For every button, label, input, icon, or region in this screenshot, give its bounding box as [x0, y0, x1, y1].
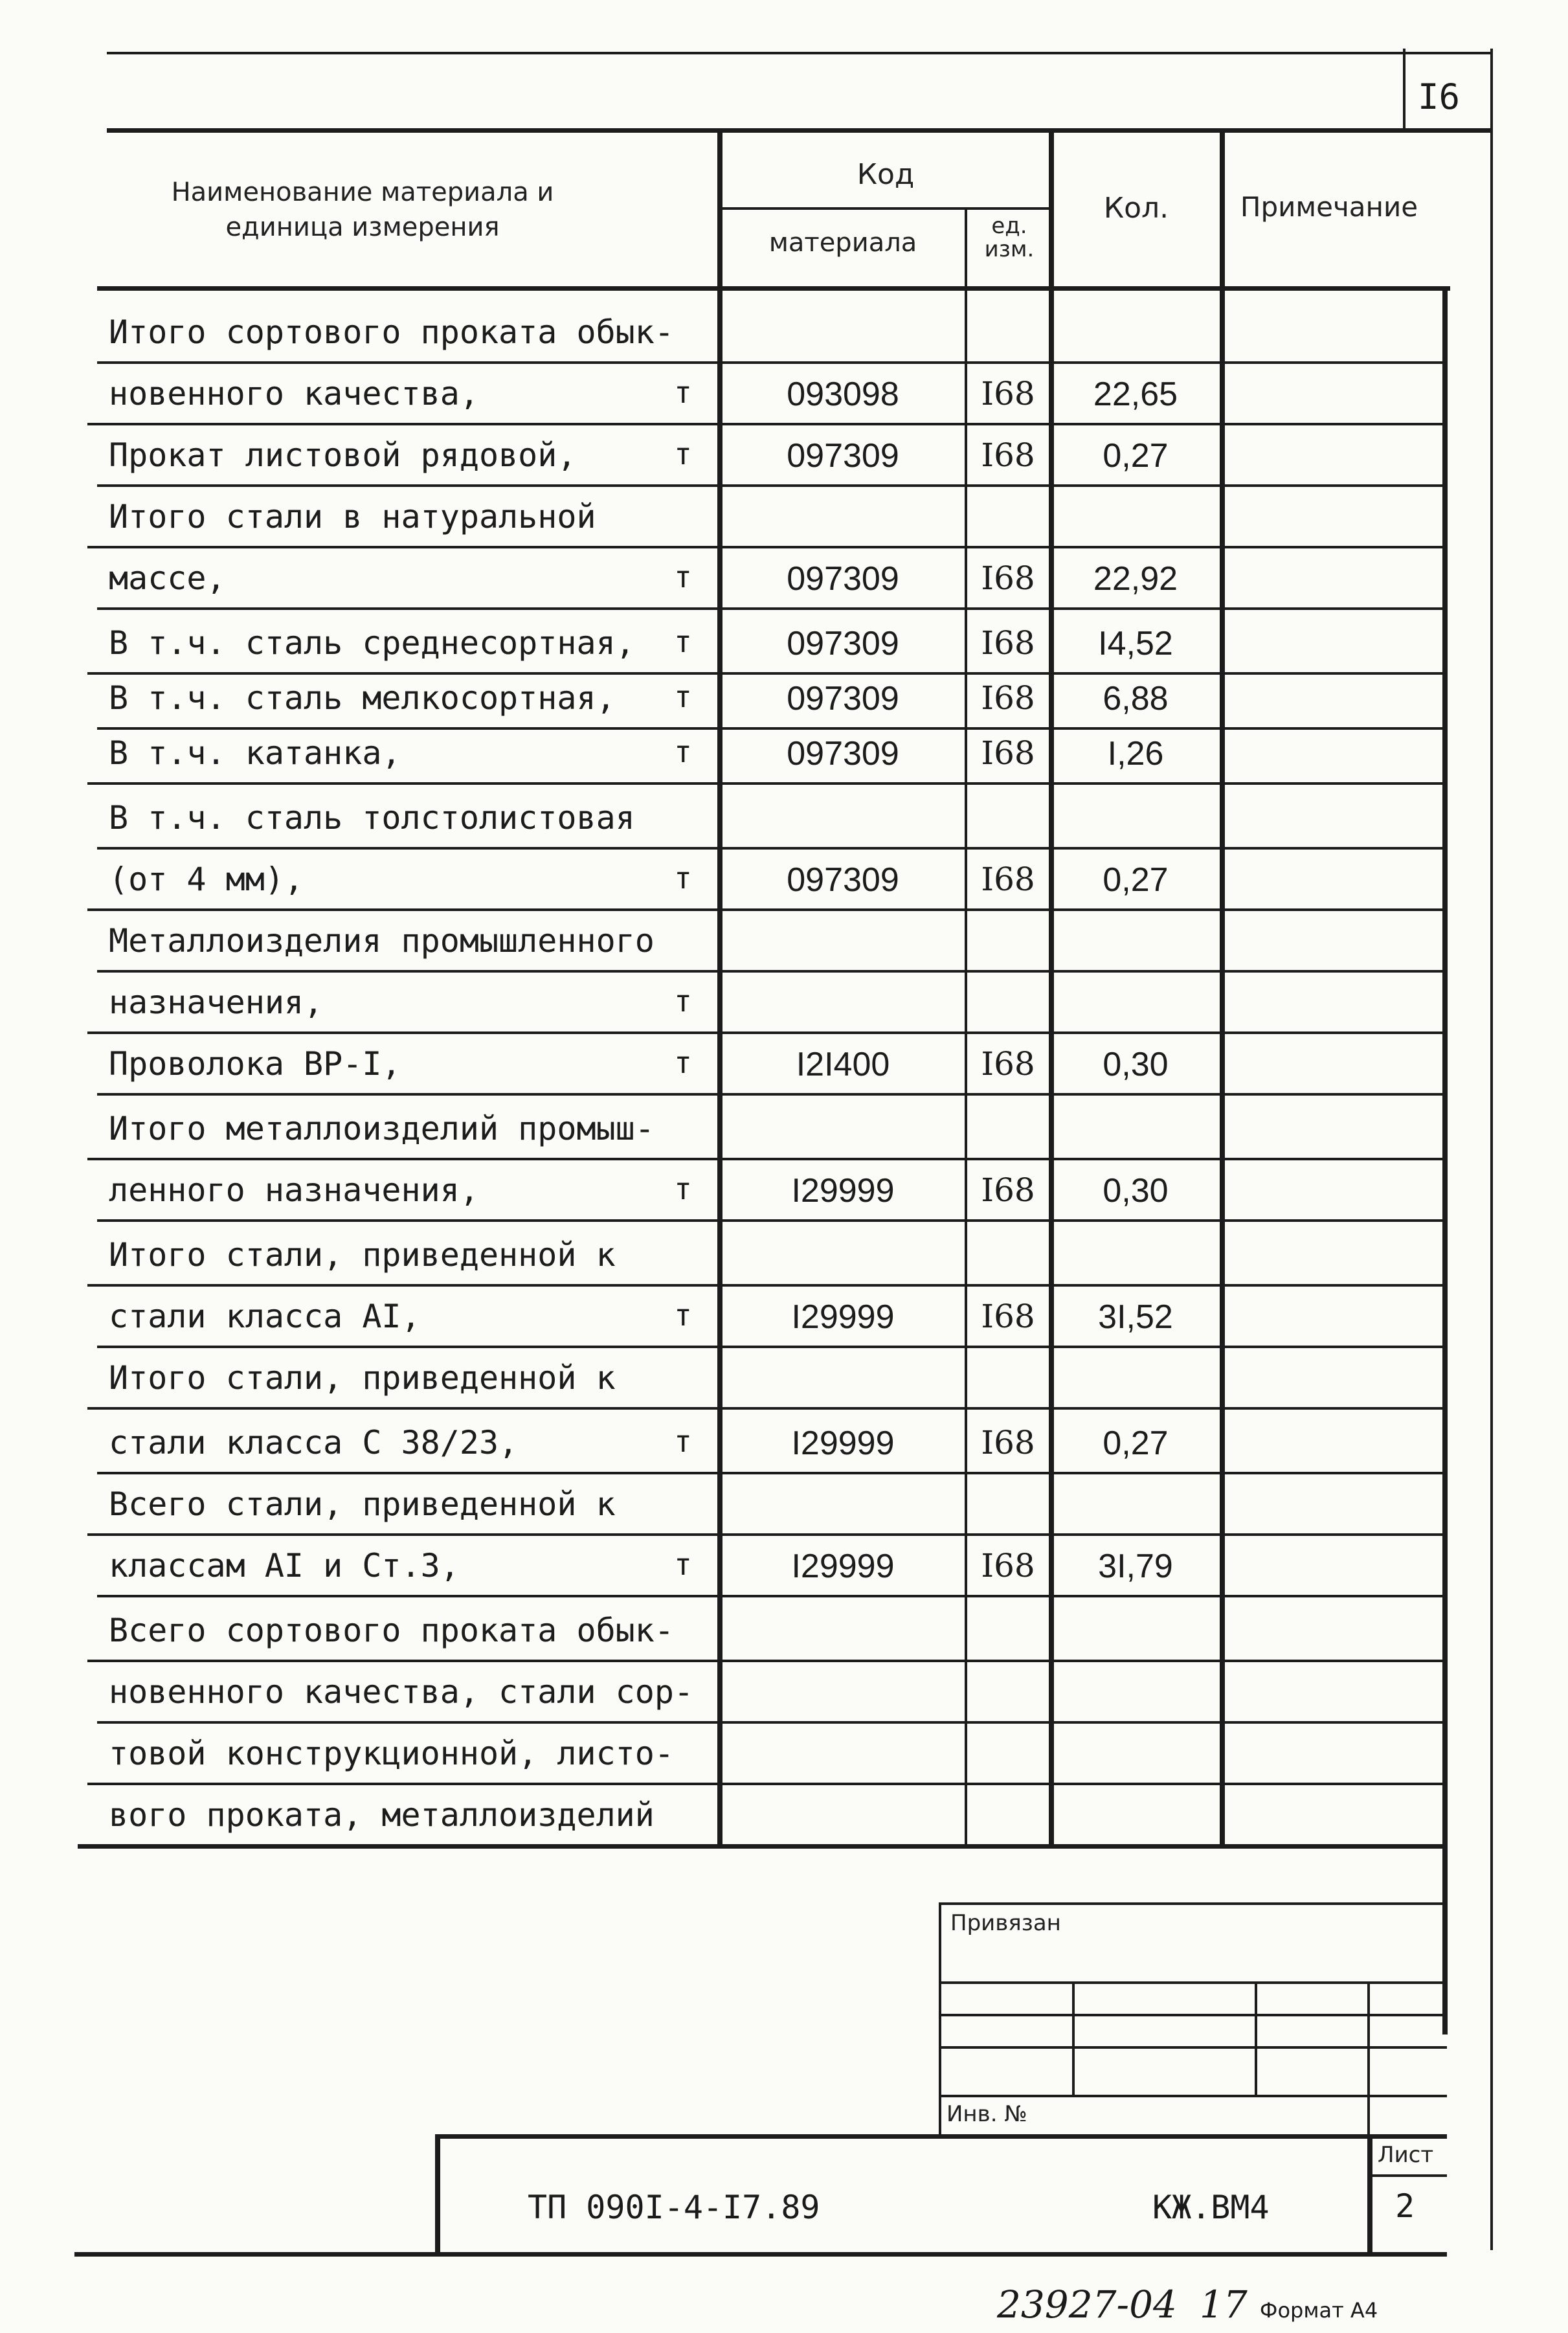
row-name: В т.ч. катанка,	[109, 734, 401, 772]
row-unit-code: I68	[981, 624, 1035, 662]
row-material-code: 097309	[787, 560, 899, 598]
row-quantity: 0,30	[1103, 1172, 1169, 1210]
row-material-code: 093098	[787, 376, 899, 413]
row-unit-code: I68	[981, 679, 1035, 717]
row-quantity: 0,30	[1103, 1046, 1169, 1083]
page-number: I6	[1418, 76, 1461, 117]
row-unit: т	[674, 1547, 692, 1582]
header-note: Примечание	[1240, 191, 1418, 223]
row-quantity: 22,65	[1093, 376, 1178, 413]
row-name: ленного назначения,	[109, 1171, 479, 1209]
header-qty: Кол.	[1103, 192, 1169, 225]
row-unit: т	[674, 624, 692, 659]
row-unit: т	[674, 436, 692, 471]
row-material-code: 097309	[787, 437, 899, 475]
row-unit-code: I68	[981, 436, 1035, 474]
stamp-attached-label: Привязан	[950, 1910, 1061, 1936]
header-name-column: Наименование материала и единица измерения	[171, 177, 554, 242]
archive-footer	[997, 2282, 1378, 2327]
row-quantity: 3I,52	[1098, 1298, 1173, 1336]
archive-sheet: 17	[1200, 2282, 1248, 2327]
row-unit: т	[674, 1424, 692, 1459]
row-name: В т.ч. сталь среднесортная,	[109, 624, 635, 662]
row-unit: т	[674, 984, 692, 1019]
row-name: Итого металлоизделий промыш-	[109, 1110, 655, 1147]
row-unit: т	[674, 559, 692, 594]
row-unit: т	[674, 1045, 692, 1080]
row-unit-code: I68	[981, 734, 1035, 772]
header-code-unit: ед. изм.	[984, 213, 1035, 262]
row-unit: т	[674, 734, 692, 769]
row-name: товой конструкционной, листо-	[109, 1735, 674, 1772]
row-name: Итого стали в натуральной	[109, 498, 596, 535]
row-unit: т	[674, 861, 692, 896]
row-quantity: I,26	[1107, 735, 1164, 772]
row-name: стали класса АI,	[109, 1298, 421, 1335]
row-quantity: 0,27	[1103, 437, 1169, 475]
stamp-sheet-number: 2	[1395, 2187, 1415, 2225]
archive-number: 23927-04	[997, 2282, 1177, 2327]
row-name: стали класса С 38/23,	[109, 1424, 519, 1461]
row-material-code: I29999	[791, 1425, 895, 1462]
stamp-document-mark: КЖ.ВМ4	[1152, 2189, 1270, 2226]
row-unit: т	[674, 375, 692, 410]
row-name: Итого стали, приведенной к	[109, 1359, 616, 1397]
row-unit-code: I68	[981, 1171, 1035, 1209]
row-name: новенного качества, стали сор-	[109, 1673, 694, 1711]
row-name: новенного качества,	[109, 375, 479, 412]
row-name: Всего стали, приведенной к	[109, 1485, 616, 1523]
row-name: (от 4 мм),	[109, 861, 304, 898]
row-name: Прокат листовой рядовой,	[109, 436, 577, 474]
row-quantity: 3I,79	[1098, 1548, 1173, 1585]
row-material-code: 097309	[787, 861, 899, 899]
row-name: В т.ч. сталь мелкосортная,	[109, 679, 616, 717]
row-unit: т	[674, 679, 692, 714]
row-unit: т	[674, 1298, 692, 1333]
row-quantity: 0,27	[1103, 1425, 1169, 1462]
header-code-group: Код	[857, 158, 915, 191]
row-quantity: 6,88	[1103, 680, 1169, 717]
row-name: классам АI и Ст.3,	[109, 1547, 460, 1584]
format-label: Формат А4	[1259, 2298, 1378, 2323]
row-material-code: 097309	[787, 625, 899, 662]
row-unit-code: I68	[981, 1045, 1035, 1083]
row-name: Всего сортового проката обык-	[109, 1612, 674, 1649]
row-name: Металлоизделия промышленного	[109, 922, 655, 960]
row-material-code: I29999	[791, 1298, 895, 1336]
row-unit-code: I68	[981, 559, 1035, 597]
stamp-document-code: ТП 090I-4-I7.89	[528, 2189, 820, 2226]
row-unit-code: I68	[981, 375, 1035, 412]
row-unit: т	[674, 1171, 692, 1206]
row-name: В т.ч. сталь толстолистовая	[109, 799, 635, 837]
row-material-code: I29999	[791, 1172, 895, 1210]
row-name: назначения,	[109, 984, 324, 1021]
row-unit-code: I68	[981, 1547, 1035, 1584]
row-material-code: I29999	[791, 1548, 895, 1585]
row-material-code: I2I400	[796, 1046, 890, 1083]
row-name: Итого сортового проката обык-	[109, 313, 674, 351]
row-material-code: 097309	[787, 735, 899, 772]
row-quantity: 0,27	[1103, 861, 1169, 899]
stamp-inventory-label: Инв. №	[946, 2101, 1027, 2127]
row-name: массе,	[109, 559, 226, 597]
stamp-sheet-label: Лист	[1378, 2142, 1434, 2168]
header-code-material: материала	[768, 228, 917, 258]
row-unit-code: I68	[981, 861, 1035, 898]
row-material-code: 097309	[787, 680, 899, 717]
row-name: Проволока ВР-I,	[109, 1045, 401, 1083]
row-name: Итого стали, приведенной к	[109, 1236, 616, 1274]
row-quantity: I4,52	[1098, 625, 1173, 662]
row-quantity: 22,92	[1093, 560, 1178, 598]
row-unit-code: I68	[981, 1424, 1035, 1461]
row-unit-code: I68	[981, 1298, 1035, 1335]
row-name: вого проката, металлоизделий	[109, 1796, 655, 1834]
